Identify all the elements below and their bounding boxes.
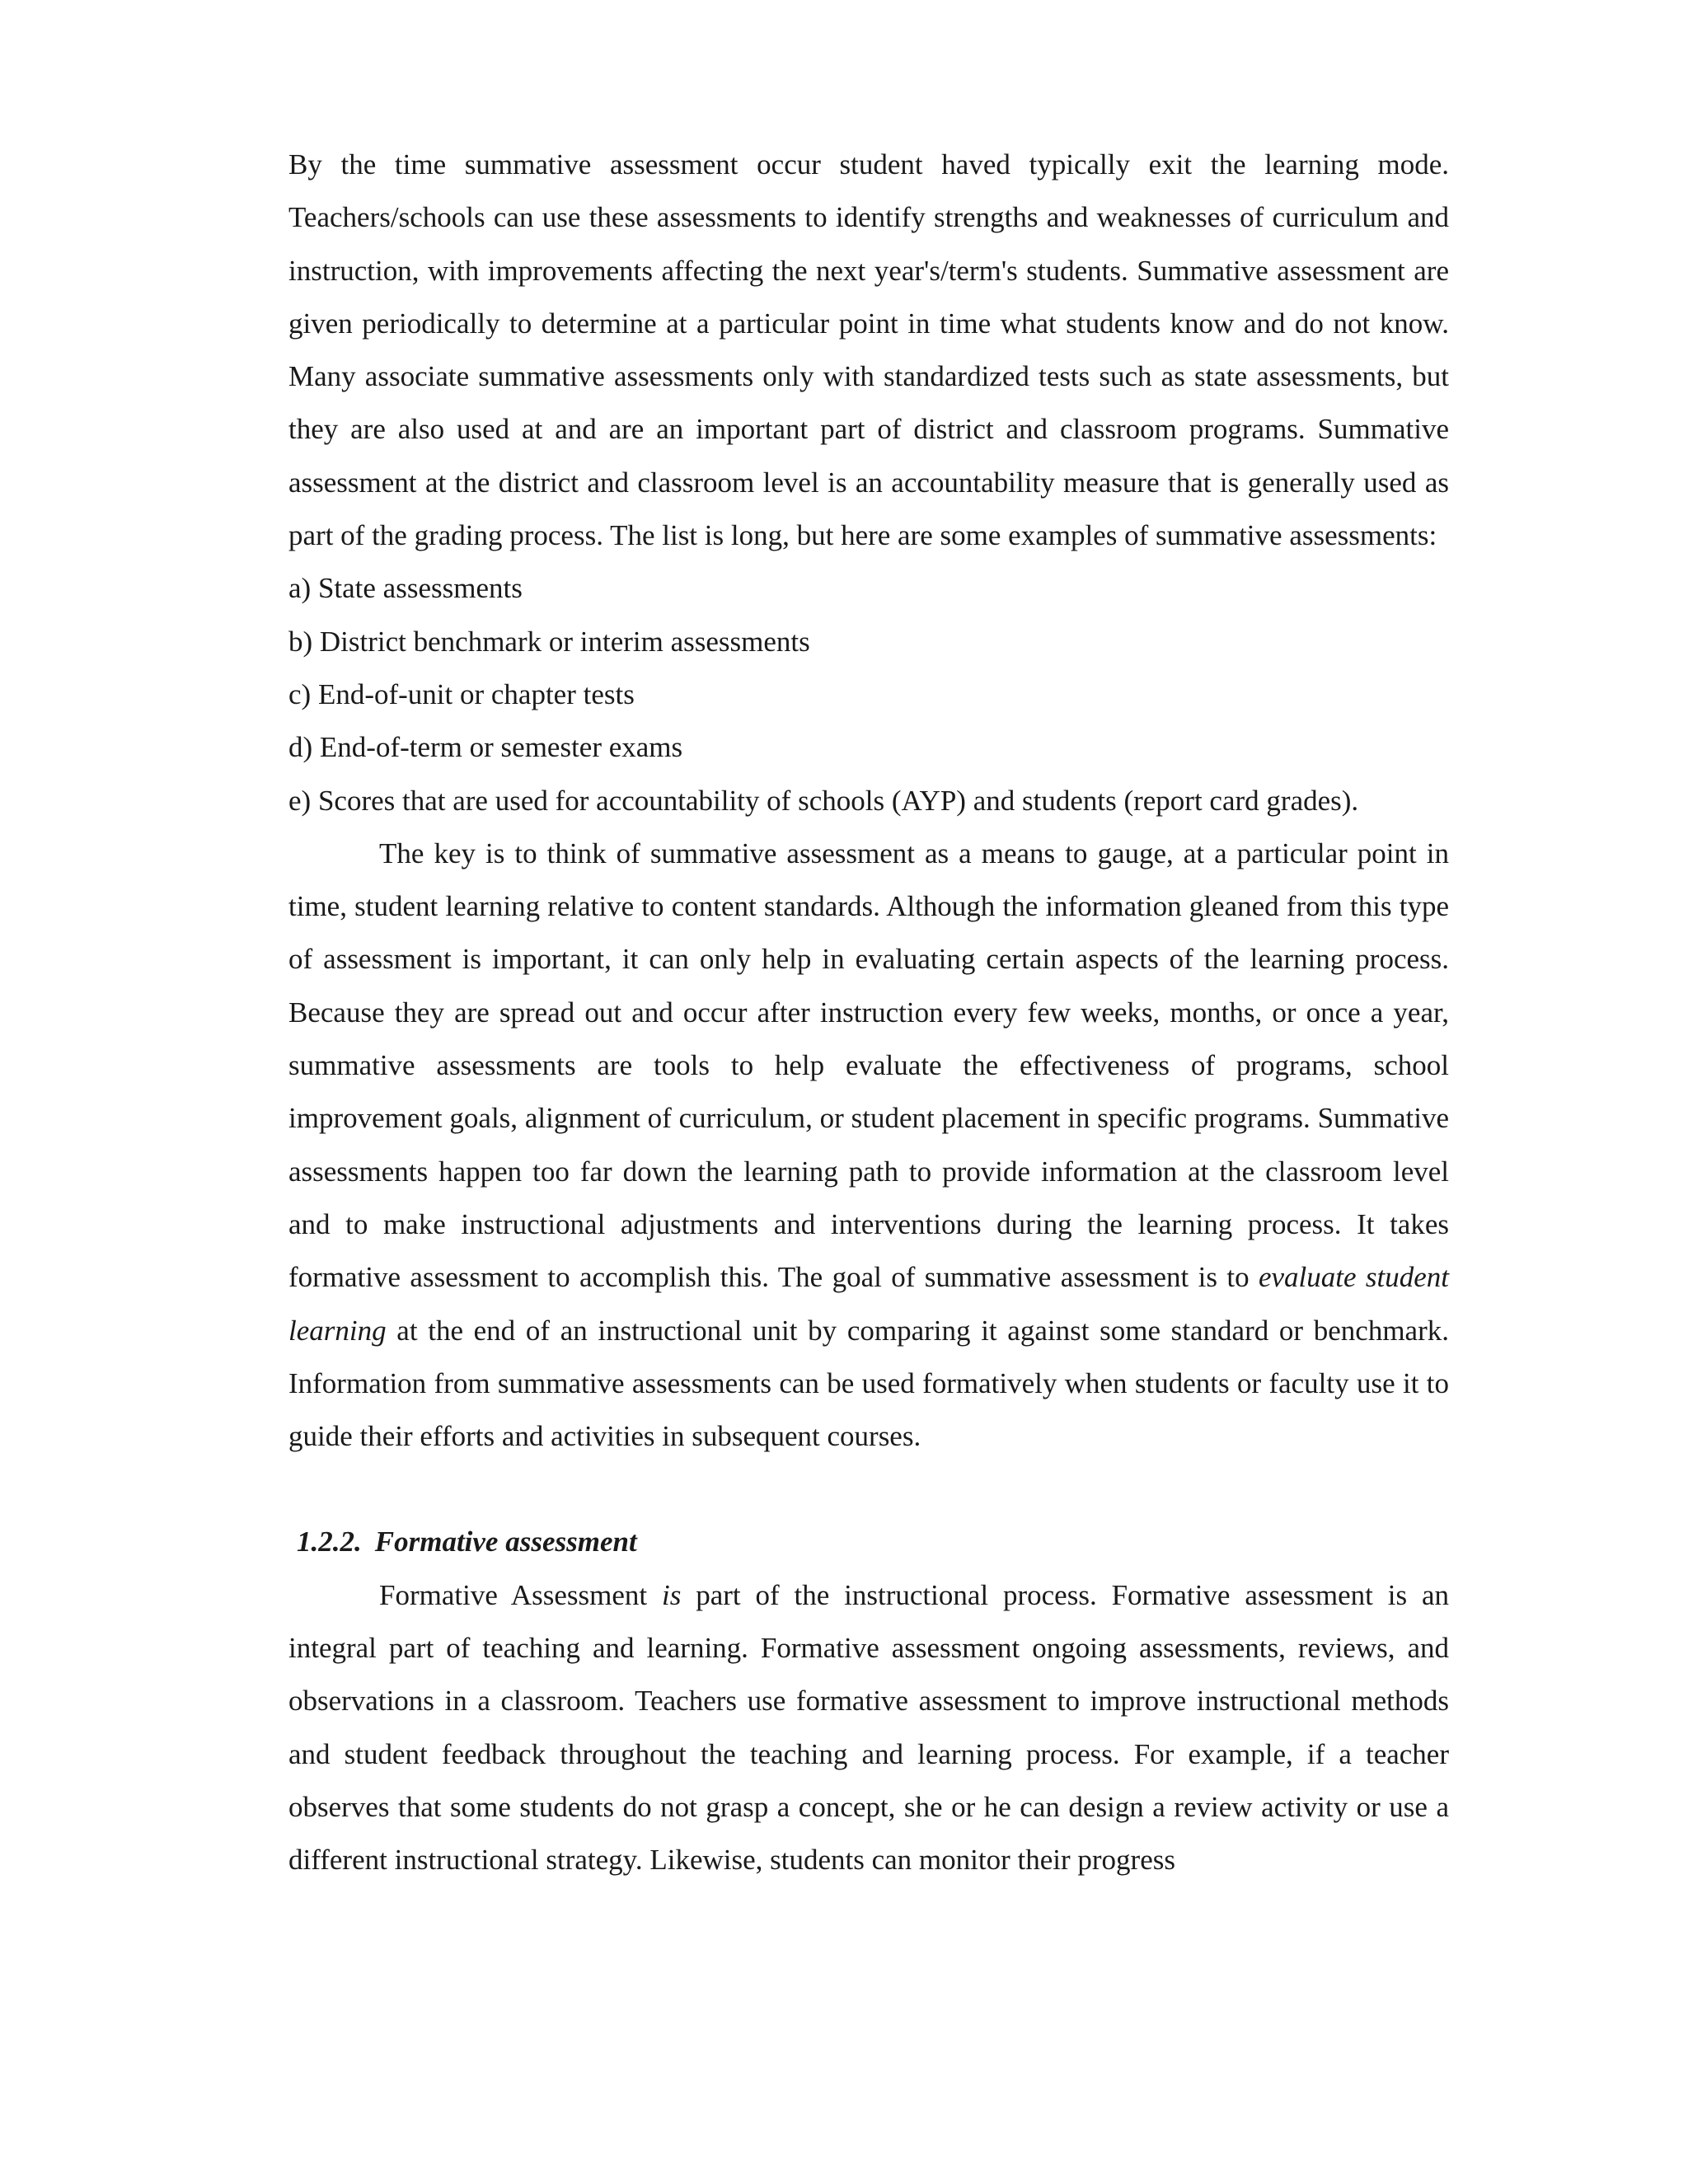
formative-paragraph-text-end: part of the instructional process. Formative assessment is an integral part of teaching and learning. Formative assessment ongoing assessments, reviews, and observations in a classroom. Teachers use formative assessment to improve instructional methods and student feedback throughout the teaching and learning process. For example, if a teacher observes that some students do not grasp a concept, she or he can design a review activity or use a different instructional strategy. Likewise, students can monitor their progress bbox=[288, 1578, 1449, 1877]
key-paragraph-text: The key is to think of summative assessment as a means to gauge, at a particular point in time, student learning relative to content standards. Although the information gleaned from this type of assessment is important, it can only help in evaluating certain aspects of the learning process. Because they are spread out and occur after instruction every few weeks, months, or once a year, summative assessments are tools to help evaluate the effectiveness of programs, school improvement goals, alignment of curriculum, or student placement in specific programs. Summative assessments happen too far down the learning path to provide information at the classroom level and to make instructional adjustments and interventions during the learning process. It takes formative assessment to accomplish this. The goal of summative assessment is to bbox=[288, 837, 1449, 1294]
examples-list bbox=[288, 562, 1449, 827]
section-number: 1.2.2. bbox=[297, 1526, 362, 1558]
list-item: a) State assessments bbox=[288, 572, 523, 605]
list-item: b) District benchmark or interim assessments bbox=[288, 625, 810, 658]
key-paragraph bbox=[288, 827, 1449, 1464]
key-paragraph-text-end: at the end of an instructional unit by comparing it against some standard or benchmark. Information from summative assessments can be used formatively when students or faculty use it to guide their efforts and activities in subsequent courses. bbox=[288, 1314, 1449, 1453]
list-item: c) End-of-unit or chapter tests bbox=[288, 677, 635, 710]
list-item: d) End-of-term or semester exams bbox=[288, 731, 683, 764]
formative-paragraph bbox=[288, 1569, 1449, 1887]
formative-paragraph-emphasis: is bbox=[661, 1578, 682, 1611]
formative-paragraph-text: Formative Assessment bbox=[379, 1578, 662, 1611]
list-item: e) Scores that are used for accountability of schools (AYP) and students (report card grades). bbox=[288, 784, 1359, 817]
section-title: Formative assessment bbox=[374, 1526, 637, 1558]
intro-paragraph: By the time summative assessment occur student haved typically exit the learning mode. Teachers/schools can use these assessments to identify strengths and weaknesses of curriculum and instruction, with improvements affecting the next year's/term's students. Summative assessment are given periodically to determine at a particular point in time what students know and do not know. Many associate summative assessments only with standardized tests such as state assessments, but they are also used at and are an important part of district and classroom programs. Summative assessment at the district and classroom level is an accountability measure that is generally used as part of the grading process. The list is long, but here are some examples of summative assessments: bbox=[288, 148, 1449, 552]
section-heading bbox=[297, 1516, 1449, 1568]
document-page bbox=[288, 138, 1449, 1887]
key-paragraph-emphasis: evaluate student learning bbox=[288, 1261, 1450, 1347]
